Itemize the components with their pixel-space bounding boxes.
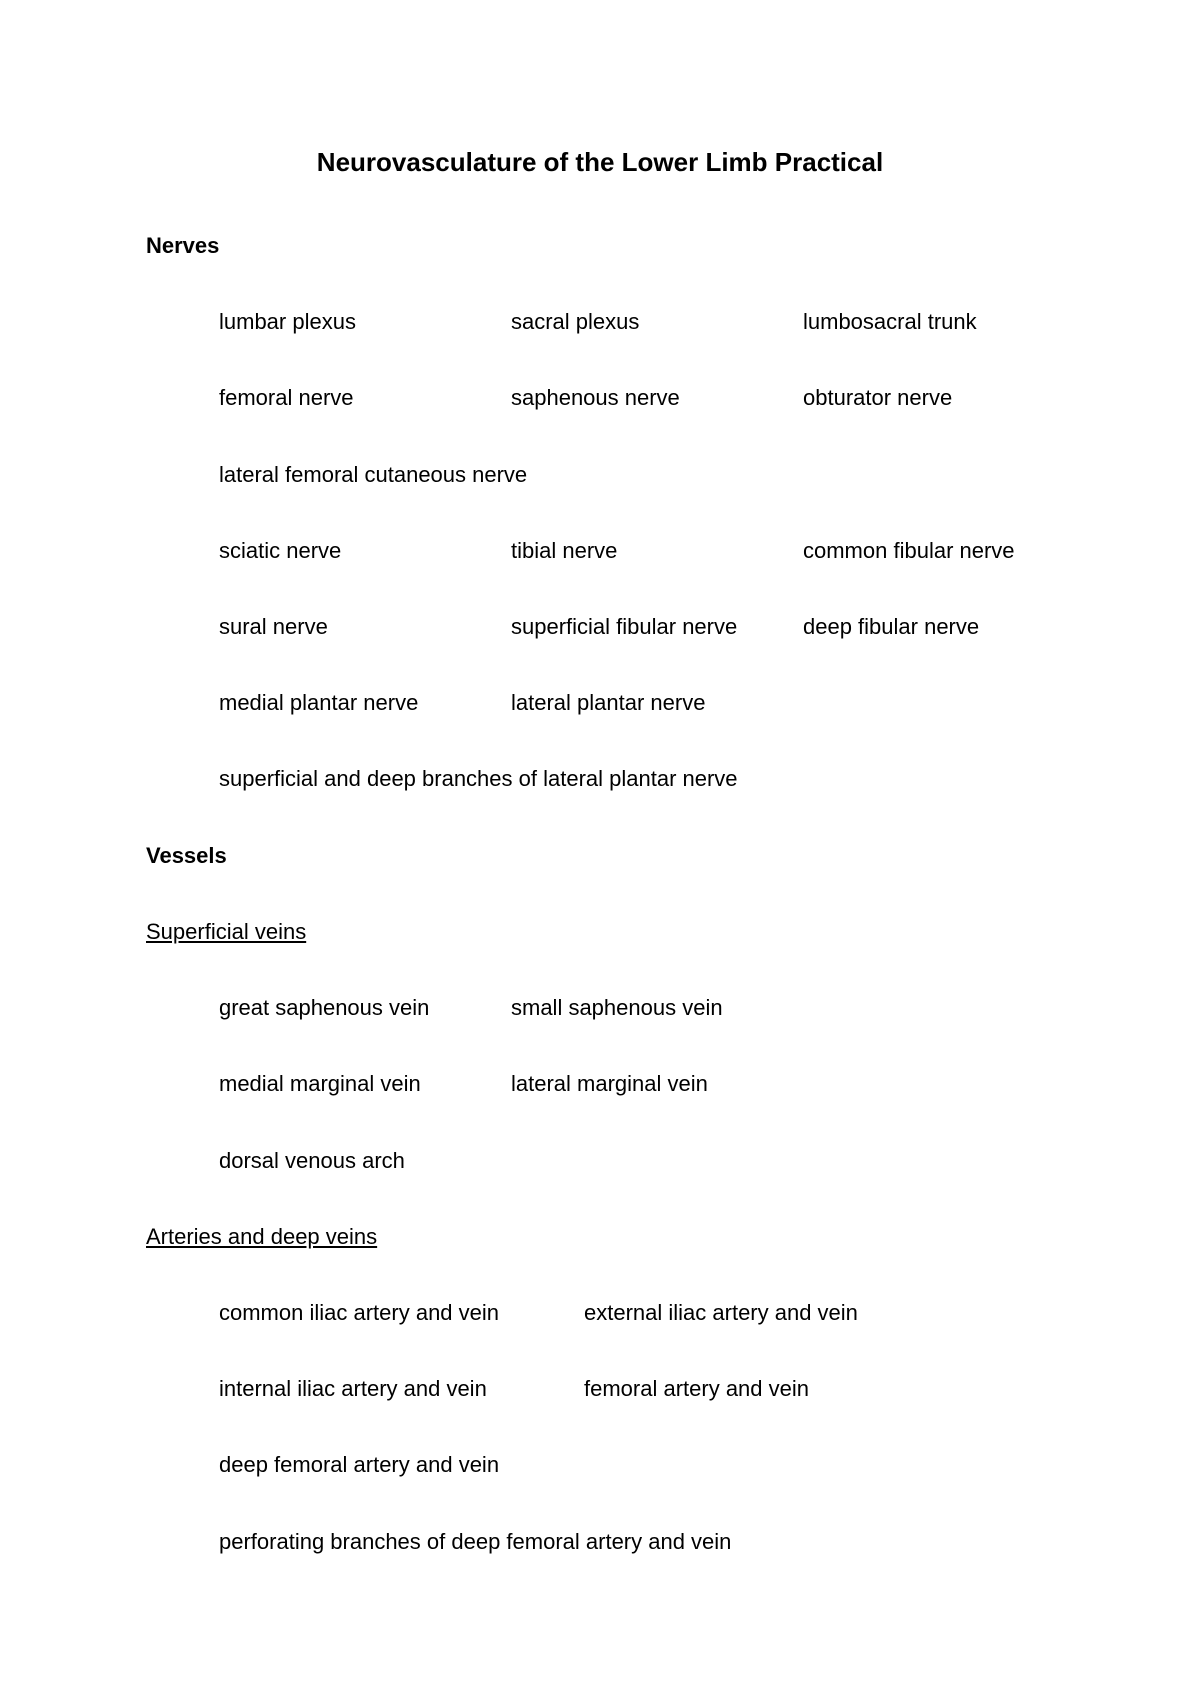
list-row	[0, 613, 1200, 641]
list-row	[0, 1375, 1200, 1403]
list-item: dorsal venous arch	[219, 1148, 405, 1173]
list-item: tibial nerve	[511, 538, 618, 563]
list-item: common iliac artery and vein	[219, 1300, 500, 1325]
list-item: internal iliac artery and vein	[219, 1376, 487, 1401]
list-item: obturator nerve	[803, 385, 953, 410]
list-row	[0, 384, 1200, 412]
list-item: sciatic nerve	[219, 538, 342, 563]
nerves-heading: Nerves	[146, 233, 220, 258]
list-item: superficial and deep branches of lateral plantar nerve	[219, 766, 738, 791]
list-row	[0, 1528, 1200, 1556]
list-item: deep fibular nerve	[803, 614, 980, 639]
list-item: medial plantar nerve	[219, 690, 419, 715]
vessels-heading: Vessels	[146, 843, 227, 868]
list-item: deep femoral artery and vein	[219, 1452, 500, 1477]
list-item: femoral nerve	[219, 385, 354, 410]
list-row	[0, 461, 1200, 489]
superficial-veins-subheading: Superficial veins	[146, 919, 307, 944]
list-row	[0, 994, 1200, 1022]
list-item: external iliac artery and vein	[584, 1300, 858, 1325]
list-item: lumbosacral trunk	[803, 309, 977, 334]
list-row	[0, 1451, 1200, 1479]
list-row	[0, 765, 1200, 793]
page-title: Neurovasculature of the Lower Limb Practical	[316, 147, 884, 177]
list-item: saphenous nerve	[511, 385, 680, 410]
list-item: medial marginal vein	[219, 1071, 421, 1096]
list-item: superficial fibular nerve	[511, 614, 738, 639]
list-item: lateral femoral cutaneous nerve	[219, 462, 528, 487]
arteries-deep-veins-subheading: Arteries and deep veins	[146, 1224, 378, 1249]
list-item: femoral artery and vein	[584, 1376, 809, 1401]
list-item: lateral marginal vein	[511, 1071, 708, 1096]
list-item: common fibular nerve	[803, 538, 1015, 563]
list-item: small saphenous vein	[511, 995, 723, 1020]
list-row	[0, 308, 1200, 336]
list-item: sacral plexus	[511, 309, 640, 334]
list-row	[0, 689, 1200, 717]
list-row	[0, 1299, 1200, 1327]
list-item: perforating branches of deep femoral artery and vein	[219, 1529, 732, 1554]
list-item: sural nerve	[219, 614, 328, 639]
list-item: lateral plantar nerve	[511, 690, 706, 715]
list-row	[0, 1147, 1200, 1175]
list-item: great saphenous vein	[219, 995, 430, 1020]
list-row	[0, 1070, 1200, 1098]
list-item: lumbar plexus	[219, 309, 356, 334]
list-row	[0, 537, 1200, 565]
